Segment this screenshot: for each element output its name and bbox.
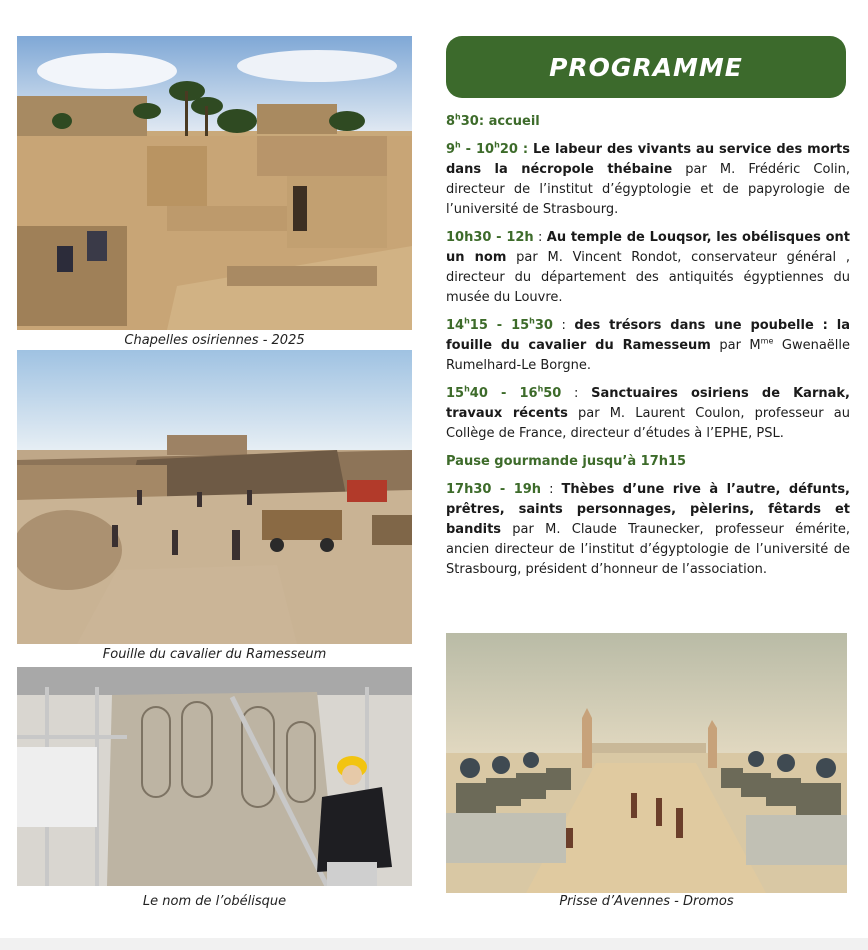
title-thebes: Thèbes d’une rive à l’autre, défunts, prêtres, saints personnages, pèlerins, fêtards et bandits (446, 482, 850, 537)
time-tresors: 14$^h$15 - 15$^h$30 (446, 316, 553, 333)
speaker-labeur: par M. Frédéric Colin, directeur de l’institut d’égyptologie et de papyrologie de l’université de Strasbourg. (446, 162, 850, 217)
program-item-accueil (446, 112, 850, 132)
speaker-thebes: par M. Claude Traunecker, professeur émérite, ancien directeur de l’institut d’égyptologie de l’université de Strasbourg, président d’honneur de l’association. (446, 522, 850, 577)
speaker-tresors: par $M^{me}$ Gwenaëlle Rumelhard-Le Borgne. (446, 336, 851, 373)
title-labeur: Le labeur des vivants au service des morts dans la nécropole thébaine (446, 142, 851, 177)
speaker-louqsor: par M. Vincent Rondot, conservateur général , directeur du département des antiquités égyptiennes du musée du Louvre. (446, 250, 850, 305)
time-louqsor: 10h30 - 12h (446, 230, 534, 245)
title-louqsor: Au temple de Louqsor, les obélisques ont un nom (446, 230, 850, 265)
time-thebes: 17h30 - 19h (446, 482, 542, 497)
program-item-sanctuaires: 15$^h$40 - 16$^h$50 : Sanctuaires osiriens de Karnak, travaux récents par M. Laurent Coulon, professeur au Collège de France, directeur d’études à l’EPHE, PSL. (446, 384, 850, 441)
photo-nom-obelisque-image (17, 667, 412, 886)
title-tresors: des trésors dans une poubelle : la fouille du cavalier du Ramesseum (446, 318, 850, 353)
program-item-thebes: 17h30 - 19h : Thèbes d’une rive à l’autre, défunts, prêtres, saints personnages, pèlerins, fêtards et bandits par M. Claude Traunecker, professeur émérite, ancien directeur de l’institut d’égyptologie de l’université de Strasbourg, président d’honneur de l’association. (446, 482, 850, 577)
caption-photo1: Chapelles osiriennes - 2025 (124, 333, 305, 348)
program-item-tresors: 14$^h$15 - 15$^h$30 : des trésors dans une poubelle : la fouille du cavalier du Ramesseum par $M^{me}$ Gwenaëlle Rumelhard-Le Borgne. (446, 316, 851, 373)
speaker-sanctuaires: par M. Laurent Coulon, professeur au Collège de France, directeur d’études à l’EPHE, PSL. (446, 406, 850, 441)
caption-photo3: Le nom de l’obélisque (142, 894, 287, 909)
photo-prisse-avennes-dromos (446, 633, 847, 893)
photo-fouille-cavalier-image (17, 350, 412, 644)
time-labeur: 9$^h$ - 10$^h$20 : (446, 140, 529, 157)
caption-photo2: Fouille du cavalier du Ramesseum (102, 647, 327, 662)
photo-nom-obelisque (17, 667, 412, 886)
time-sanctuaires: 15$^h$40 - 16$^h$50 (446, 384, 562, 401)
program-item-pause (446, 452, 850, 472)
program-item-labeur (446, 140, 850, 220)
programme-header (446, 36, 846, 98)
program-item-louqsor: 10h30 - 12h : Au temple de Louqsor, les obélisques ont un nom par M. Vincent Rondot, conservateur général , directeur du département des antiquités égyptiennes du musée du Louvre. (446, 230, 850, 305)
caption-photo4: Prisse d’Avennes - Dromos (559, 894, 734, 909)
pause-gourmande: Pause gourmande jusqu’à 17h15 (446, 454, 687, 469)
programme-list (446, 112, 850, 588)
title-sanctuaires: Sanctuaires osiriens de Karnak, travaux récents (446, 386, 850, 421)
photo-fouille-cavalier (17, 350, 412, 644)
time-accueil: 8$^h$30: accueil (446, 112, 540, 129)
programme-title: PROGRAMME (549, 52, 743, 82)
bottom-bar (0, 938, 868, 950)
photo-prisse-avennes-image (446, 633, 847, 893)
photo-chapelles-osiriennes (17, 36, 412, 330)
photo-chapelles-osiriennes-image (17, 36, 412, 330)
